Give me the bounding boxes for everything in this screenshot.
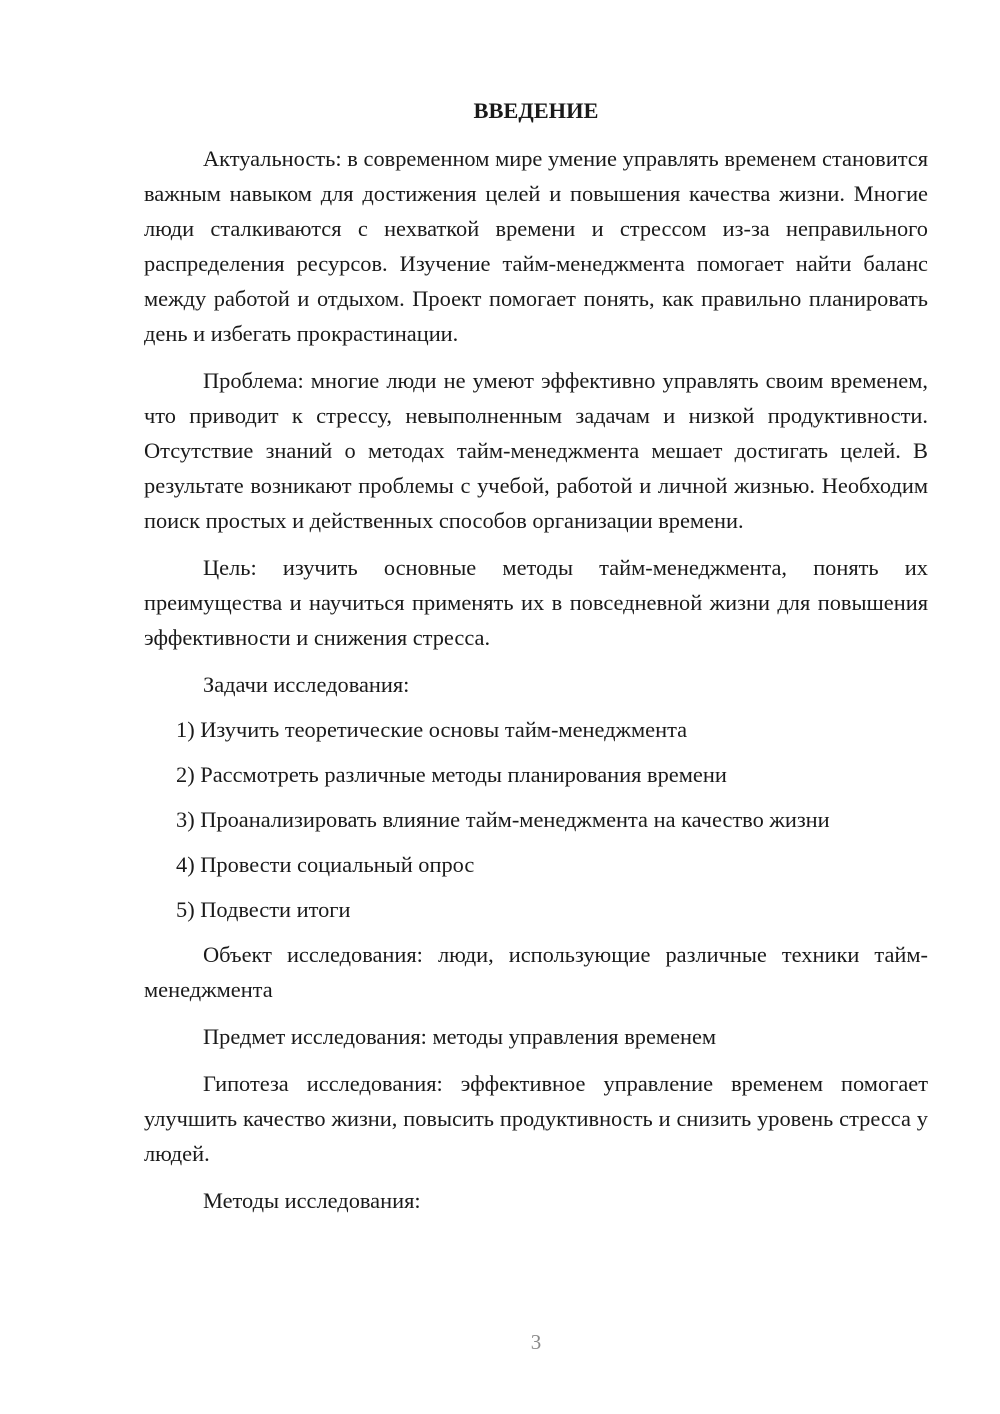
tasks-list	[144, 712, 928, 927]
task-item: 3) Проанализировать влияние тайм-менеджмента на качество жизни	[176, 807, 830, 832]
methods-heading: Методы исследования:	[203, 1188, 421, 1213]
problem-paragraph: Проблема: многие люди не умеют эффективно управлять своим временем, что приводит к стрессу, невыполненным задачам и низкой продуктивности. Отсутствие знаний о методах тайм-менеджмента мешает достигать целей. В результате возникают проблемы с учебой, работой и личной жизнью. Необходим поиск простых и действенных способов организации времени.	[144, 368, 928, 533]
page-number: 3	[530, 1330, 542, 1354]
section-title: ВВЕДЕНИЕ	[473, 98, 599, 123]
goal-paragraph: Цель: изучить основные методы тайм-менеджмента, понять их преимущества и научиться применять их в повседневной жизни для повышения эффективности и снижения стресса.	[144, 555, 928, 650]
tasks-heading: Задачи исследования:	[203, 672, 410, 697]
hypothesis-paragraph: Гипотеза исследования: эффективное управление временем помогает улучшить качество жизни, повысить продуктивность и снизить уровень стресса у людей.	[144, 1071, 928, 1166]
task-item: 4) Провести социальный опрос	[176, 852, 475, 877]
task-item: 2) Рассмотреть различные методы планирования времени	[176, 762, 727, 787]
subject-paragraph: Предмет исследования: методы управления временем	[203, 1024, 717, 1049]
task-item: 5) Подвести итоги	[176, 897, 351, 922]
page-content	[144, 93, 928, 1228]
task-item: 1) Изучить теоретические основы тайм-менеджмента	[176, 717, 688, 742]
object-paragraph: Объект исследования: люди, использующие различные техники тайм-менеджмента	[144, 942, 928, 1002]
relevance-paragraph: Актуальность: в современном мире умение управлять временем становится важным навыком для достижения целей и повышения качества жизни. Многие люди сталкиваются с нехваткой времени и стрессом из-за неправильного распределения ресурсов. Изучение тайм-менеджмента помогает найти баланс между работой и отдыхом. Проект помогает понять, как правильно планировать день и избегать прокрастинации.	[144, 146, 928, 346]
